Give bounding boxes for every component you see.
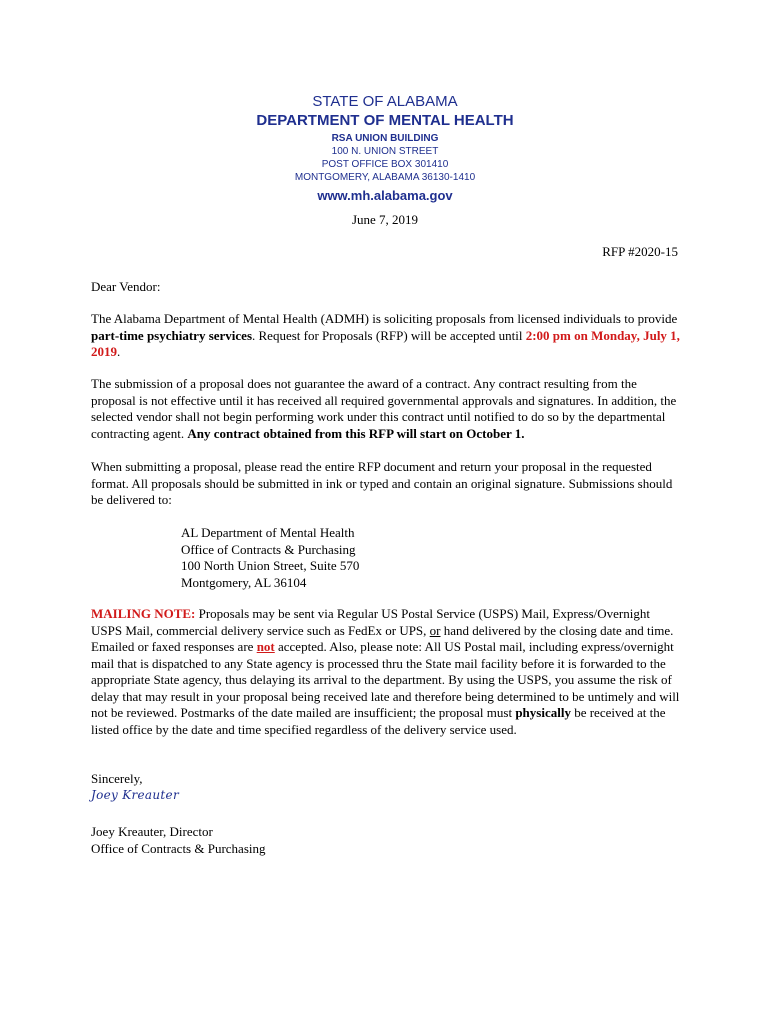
paragraph-mailing-note (91, 606, 681, 738)
letterhead-state: STATE OF ALABAMA (312, 93, 458, 110)
p2-text-1: The submission of a proposal does not guarantee the award of a contract. Any contract resulting from the proposal is not effective until it has received all required governmental approvals and signatures. In addition, the selected vendor shall not begin performing work under this contract until notified to do so by the departmental contracting agent. (91, 376, 677, 441)
p1-text-1: The Alabama Department of Mental Health (ADMH) is soliciting proposals from licensed individuals to provide (91, 311, 678, 326)
mn-text-1: Proposals may be sent via Regular US Postal Service (USPS) Mail, Express/Overnight USPS Mail, commercial delivery service such as FedEx or UPS, (91, 606, 650, 638)
mn-text-4: be received at the listed office by the date and time specified regardless of the delivery service used. (91, 705, 666, 737)
address-line-1: AL Department of Mental Health (181, 525, 355, 540)
address-line-2: Office of Contracts & Purchasing (181, 541, 356, 557)
letterhead-city: MONTGOMERY, ALABAMA 36130-1410 (294, 172, 476, 183)
handwritten-signature: Joey Kreauter (91, 788, 179, 802)
salutation: Dear Vendor: (91, 279, 161, 294)
mn-physically: physically (515, 705, 571, 720)
paragraph-submission: When submitting a proposal, please read the entire RFP document and return your proposal in the requested format. All proposals should be submitted in ink or typed and contain an original signature. Submissions should be delivered to: (91, 459, 673, 507)
mailing-note-label: MAILING NOTE: (91, 606, 196, 621)
mn-not-word: not (256, 639, 275, 654)
address-line-3: 100 North Union Street, Suite 570 (181, 558, 360, 573)
letter-date: June 7, 2019 (351, 212, 419, 227)
signer-name-title: Joey Kreauter, Director (91, 824, 213, 839)
rfp-number: RFP #2020-15 (602, 244, 678, 259)
p1-text-2: . Request for Proposals (RFP) will be accepted until (252, 327, 526, 343)
paragraph-contract-terms (91, 376, 681, 442)
p1-text-3: . (117, 344, 121, 359)
letterhead-po-box: POST OFFICE BOX 301410 (321, 159, 449, 170)
mn-text-3: accepted. Also, please note: All US Postal mail, including express/overnight mail that is dispatched to any State agency is processed thru the State mail facility before it is forwarded to the appropriate State agency, thus delaying its arrival to the department. By using the USPS, you assume the risk of delay that may result in your proposal being received late and therefore being determined to be untimely and will not be reviewed. Postmarks of the date mailed are insufficient; the proposal must (91, 639, 680, 720)
paragraph-solicitation (91, 311, 681, 361)
letterhead-website: www.mh.alabama.gov (317, 188, 453, 203)
letterhead-building: RSA UNION BUILDING (331, 133, 439, 144)
letterhead-street: 100 N. UNION STREET (331, 146, 439, 157)
p1-deadline: 2:00 pm on Monday, July 1, 2019 (91, 327, 680, 359)
mn-text-2: hand delivered by the closing date and time. Emailed or faxed responses are (91, 622, 674, 654)
letterhead-department: DEPARTMENT OF MENTAL HEALTH (256, 112, 514, 129)
p2-start-date: Any contract obtained from this RFP will start on October 1. (187, 425, 525, 441)
signer-office: Office of Contracts & Purchasing (91, 840, 266, 856)
complimentary-close: Sincerely, (91, 771, 143, 786)
signature-block (91, 824, 266, 857)
delivery-address (181, 525, 359, 591)
mn-or-underlined: or (429, 622, 441, 638)
p1-service-name: part-time psychiatry services (91, 327, 253, 343)
address-line-4: Montgomery, AL 36104 (181, 574, 307, 590)
letterhead (0, 92, 770, 205)
